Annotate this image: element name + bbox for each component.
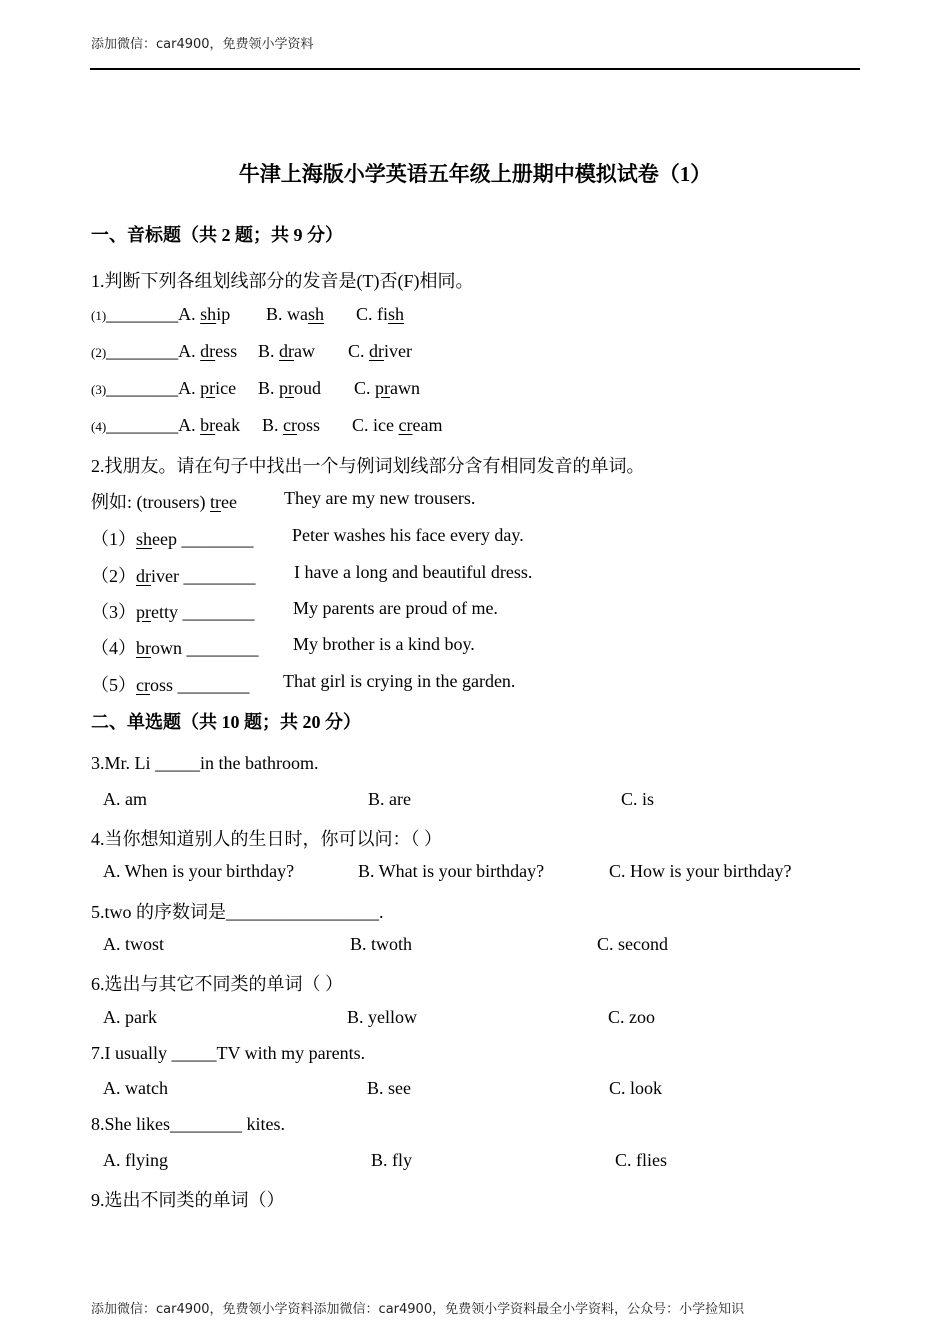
option-a: A. twost: [103, 934, 165, 954]
page-header: 添加微信：car4900，免费领小学资料: [91, 37, 314, 52]
question-stem: 5.two 的序数词是_________________.: [91, 902, 384, 922]
q2-item: （4）brown ________ My brother is a kind boy.: [91, 634, 475, 658]
question-stem: 4.当你想知道别人的生日时，你可以问：（ ）: [91, 829, 442, 849]
section-1-heading: 一、音标题（共 2 题；共 9 分）: [91, 225, 343, 245]
q1-item: (3)________A. price B. proud C. prawn: [91, 378, 421, 398]
q1-prompt: 1.判断下列各组划线部分的发音是(T)否(F)相同。: [91, 271, 474, 291]
option-c: C. flies: [615, 1150, 667, 1170]
option-b: B. are: [368, 789, 411, 809]
q2-item: （3）pretty ________ My parents are proud of me.: [91, 598, 498, 622]
q2-item: （5）cross ________ That girl is crying in the garden.: [91, 671, 516, 695]
option-c: C. How is your birthday?: [609, 861, 792, 881]
option-b: B. twoth: [350, 934, 413, 954]
option-c: C. look: [609, 1078, 663, 1098]
question-stem: 9.选出不同类的单词（）: [91, 1190, 285, 1210]
q2-item: （1）sheep ________ Peter washes his face every day.: [91, 525, 524, 549]
option-b: B. see: [367, 1078, 411, 1098]
option-b: B. yellow: [347, 1007, 417, 1027]
option-c: C. is: [621, 789, 655, 809]
option-a: A. park: [103, 1007, 157, 1027]
exam-title: 牛津上海版小学英语五年级上册期中模拟试卷（1）: [238, 162, 712, 186]
option-c: C. second: [597, 934, 668, 954]
q1-item: (1)________A. ship B. wash C. fish: [91, 304, 405, 324]
question-stem: 6.选出与其它不同类的单词（ ）: [91, 974, 343, 994]
option-a: A. watch: [103, 1078, 168, 1098]
q1-item: (2)________A. dress B. draw C. driver: [91, 341, 412, 361]
q1-item: (4)________A. break B. cross C. ice cream: [91, 415, 443, 435]
option-a: A. When is your birthday?: [103, 861, 295, 881]
header-rule: [90, 68, 860, 70]
q2-prompt: 2.找朋友。请在句子中找出一个与例词划线部分含有相同发音的单词。: [91, 456, 645, 476]
section-2-heading: 二、单选题（共 10 题；共 20 分）: [91, 712, 361, 732]
q2-example: 例如: (trousers) tree They are my new trousers.: [91, 488, 476, 512]
q2-item: （2）driver ________ I have a long and beautiful dress.: [91, 562, 533, 586]
option-b: B. What is your birthday?: [358, 861, 545, 881]
question-stem: 7.I usually _____TV with my parents.: [91, 1043, 366, 1063]
option-b: B. fly: [371, 1150, 413, 1170]
option-c: C. zoo: [608, 1007, 655, 1027]
option-a: A. flying: [103, 1150, 168, 1170]
question-stem: 3.Mr. Li _____in the bathroom.: [91, 753, 319, 773]
page-footer: 添加微信：car4900，免费领小学资料添加微信：car4900，免费领小学资料最全小学资料，公众号：小学捡知识: [91, 1302, 745, 1317]
option-a: A. am: [103, 789, 147, 809]
question-stem: 8.She likes________ kites.: [91, 1114, 285, 1134]
